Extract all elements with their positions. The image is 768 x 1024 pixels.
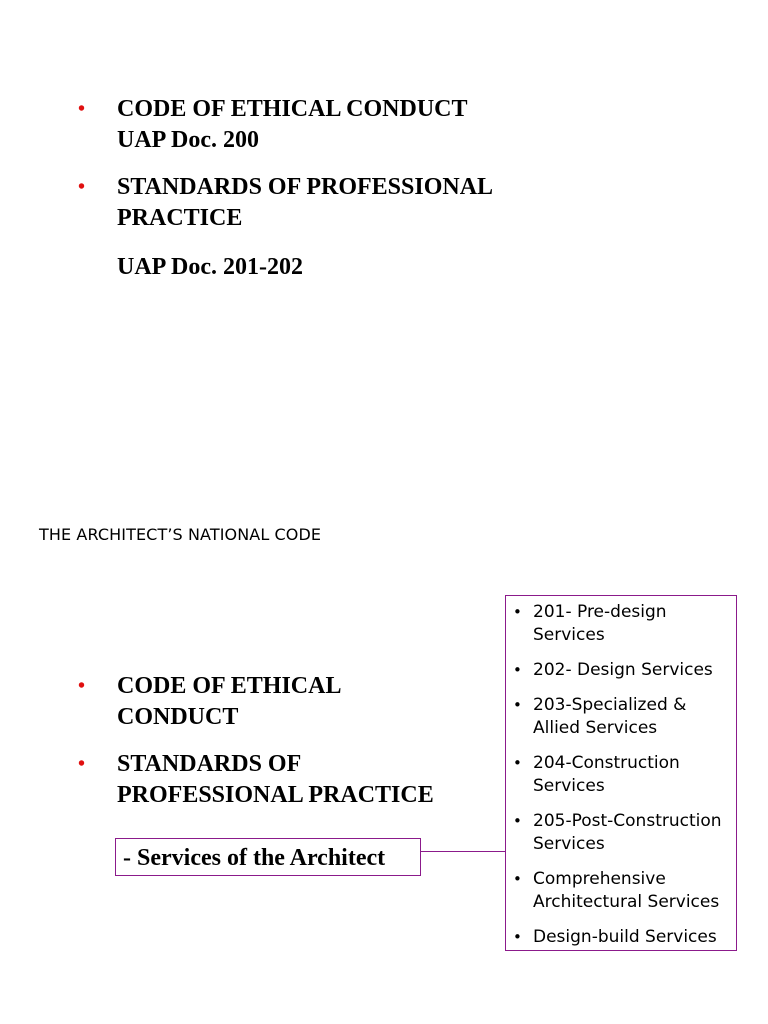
item-line: CODE OF ETHICAL CONDUCT <box>117 96 468 122</box>
top-bullet-list <box>78 94 558 283</box>
service-label: Design-build Services <box>533 927 717 947</box>
bullet-icon: • <box>513 603 522 621</box>
service-item-202 <box>512 659 730 682</box>
list-item-standards-of-professional-practice <box>78 749 498 811</box>
bullet-icon: • <box>513 754 522 772</box>
item-line: STANDARDS OF <box>117 751 302 777</box>
bullet-icon: • <box>513 812 522 830</box>
service-item-design-build <box>512 926 730 949</box>
bullet-icon: • <box>78 753 86 775</box>
item-line: CODE OF ETHICAL <box>117 673 342 699</box>
service-label: Comprehensive Architectural Services <box>533 869 720 912</box>
page-caption: THE ARCHITECT’S NATIONAL CODE <box>39 525 322 544</box>
list-item-standards-of-professional-practice <box>78 172 558 234</box>
item-line: PROFESSIONAL PRACTICE <box>117 782 434 808</box>
service-item-comprehensive <box>512 868 730 914</box>
item-line: CONDUCT <box>117 704 239 730</box>
item-line: UAP Doc. 200 <box>117 127 259 153</box>
bullet-icon: • <box>513 696 522 714</box>
service-label: 201- Pre-design Services <box>533 602 667 645</box>
services-list-panel <box>505 595 737 951</box>
service-item-201 <box>512 601 730 647</box>
list-item-code-of-ethical-conduct <box>78 94 558 156</box>
bottom-bullet-list <box>78 671 498 811</box>
bullet-icon: • <box>78 675 86 697</box>
connector-line <box>421 851 506 852</box>
bullet-icon: • <box>513 661 522 679</box>
bullet-icon: • <box>513 928 522 946</box>
uap-doc-line: UAP Doc. 201-202 <box>117 254 303 280</box>
services-of-architect-box: - Services of the Architect <box>115 838 421 876</box>
services-list <box>512 601 730 949</box>
service-label: 202- Design Services <box>533 660 713 680</box>
item-line: STANDARDS OF PROFESSIONAL <box>117 174 494 200</box>
service-label: 205-Post-Construction Services <box>533 811 722 854</box>
list-item-code-of-ethical-conduct <box>78 671 498 733</box>
service-label: 204-Construction Services <box>533 753 680 796</box>
service-item-204 <box>512 752 730 798</box>
bullet-icon: • <box>78 98 86 120</box>
service-label: 203-Specialized & Allied Services <box>533 695 687 738</box>
bullet-icon: • <box>513 870 522 888</box>
service-item-203 <box>512 694 730 740</box>
bullet-icon: • <box>78 176 86 198</box>
service-item-205 <box>512 810 730 856</box>
item-line: PRACTICE <box>117 205 243 231</box>
